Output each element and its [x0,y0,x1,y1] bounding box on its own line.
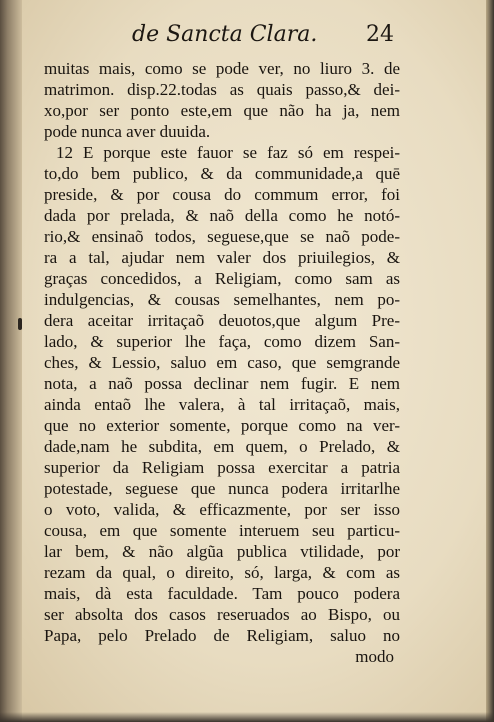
running-title: de Sancta Clara. [132,22,318,47]
text-line: potestade, seguese que nunca podera irritarlhe [44,479,400,498]
text-line: dade,nam he subdita, em quem, o Prelado, & [44,437,400,456]
text-line: ra a tal, ajudar nem valer dos priuilegios, & [44,248,400,267]
paragraph-start-line: 12 E porque este fauor se faz só em respei- [56,143,400,162]
text-line: cousa, em que somente interuem seu particu- [44,521,400,540]
text-line: mais, dà esta faculdade. Tam pouco podera [44,584,400,603]
binding-gutter [0,0,22,722]
text-line: to,do bem publico, & da communidade,a quē [44,164,400,183]
text-line: lar bem, & não algũa publica vtilidade, por [44,542,400,561]
page-right-edge [486,0,494,722]
text-line: ser absolta dos casos reseruados ao Bispo, ou [44,605,400,624]
text-line: matrimon. disp.22.todas as quais passo,& dei- [44,80,400,99]
text-line: que no exterior somente, porque como na ver- [44,416,400,435]
text-line: lado, & superior lhe faça, como dizem San- [44,332,400,351]
text-line: ches, & Lessio, saluo em caso, que semgrande [44,353,400,372]
text-line: muitas mais, como se pode ver, no liuro 3. de [44,59,400,78]
text-line: pode nunca aver duuida. [44,122,211,141]
text-line: superior da Religiam possa exercitar a patria [44,458,400,477]
text-line: ainda entaõ lhe valera, à tal irritaçaõ, mais, [44,395,400,414]
ink-stain [18,318,22,330]
text-line: dera aceitar irritaçaõ deuotos,que algum Pre- [44,311,400,330]
catchword: modo [355,647,394,666]
text-line: xo,por ser ponto este,em que não ha ja, nem [44,101,400,120]
page-number: 24 [366,22,394,47]
text-line: indulgencias, & cousas semelhantes, nem po- [44,290,400,309]
text-line: dada por prelada, & naõ della como he notó- [44,206,400,225]
text-line: o voto, valida, & efficazmente, por ser isso [44,500,400,519]
text-line: rezam da qual, o direito, só, larga, & com as [44,563,400,582]
text-line: nota, a naõ possa declinar nem fugir. E nem [44,374,400,393]
body-text [44,58,400,667]
text-line: Papa, pelo Prelado de Religiam, saluo no [44,626,400,645]
page-header [132,22,462,56]
text-line: preside, & por cousa do commum error, foi [44,185,400,204]
page-bottom-edge [0,712,494,722]
text-line: graças concedidos, a Religiam, como sam as [44,269,400,288]
text-line: rio,& ensinaõ todos, seguese,que se naõ pode- [44,227,400,246]
